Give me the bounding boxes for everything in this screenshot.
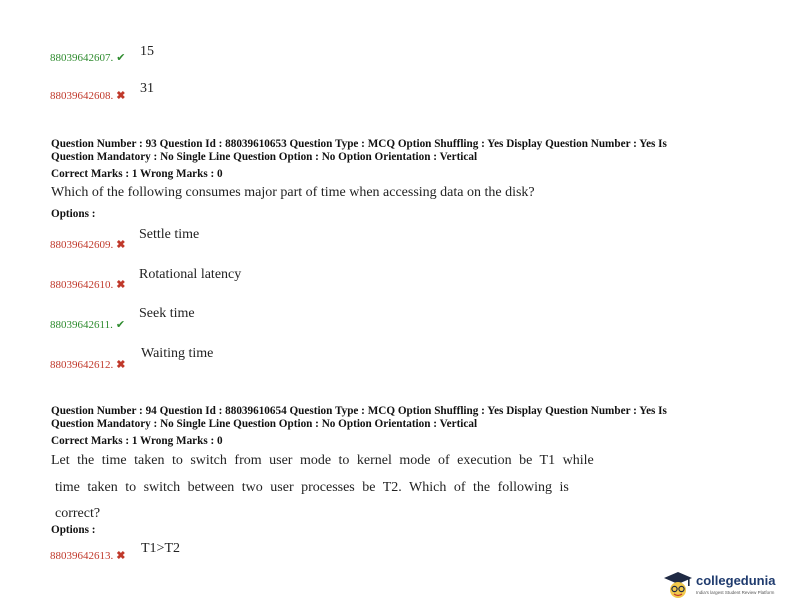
options-label: Options : [51, 208, 96, 220]
options-label: Options : [51, 524, 96, 536]
option-id: 88039642608. [50, 90, 114, 102]
question-text: Let the time taken to switch from user mode to kernel mode of execution be T1 while [51, 453, 594, 468]
option-row [50, 86, 125, 104]
option-text: Seek time [139, 306, 195, 321]
question-text: Which of the following consumes major part of time when accessing data on the disk? [51, 185, 535, 200]
graduate-logo-icon [662, 569, 694, 603]
watermark-logo [662, 569, 786, 605]
option-id: 88039642612. [50, 359, 114, 371]
option-row [50, 48, 125, 66]
cross-icon: ✖ [116, 550, 126, 562]
option-text: Waiting time [141, 346, 214, 361]
check-icon: ✔ [116, 52, 126, 64]
option-row [50, 235, 125, 253]
option-text: 15 [140, 44, 154, 59]
check-icon: ✔ [115, 319, 126, 331]
cross-icon: ✖ [116, 90, 126, 102]
question-text: time taken to switch between two user processes be T2. Which of the following is [55, 480, 569, 495]
option-row [50, 315, 125, 333]
option-text: 31 [140, 81, 154, 96]
option-row [50, 355, 125, 373]
question-text: correct? [55, 506, 101, 521]
option-id: 88039642611. [50, 319, 113, 331]
option-id: 88039642610. [50, 279, 114, 291]
cross-icon: ✖ [116, 359, 126, 371]
question-marks: Correct Marks : 1 Wrong Marks : 0 [51, 168, 223, 180]
option-text: Settle time [139, 227, 200, 242]
watermark-name: collegedunia [696, 573, 776, 588]
cross-icon: ✖ [116, 239, 126, 251]
question-meta: Question Mandatory : No Single Line Question Option : No Option Orientation : Vertical [51, 151, 478, 163]
option-id: 88039642613. [50, 550, 114, 562]
watermark-tagline: India's largest Student Review Platform [696, 590, 775, 595]
cross-icon: ✖ [116, 279, 126, 291]
question-marks: Correct Marks : 1 Wrong Marks : 0 [51, 435, 223, 447]
question-meta: Question Number : 93 Question Id : 88039610653 Question Type : MCQ Option Shuffling : Yes Display Question Number : Yes Is [51, 138, 667, 150]
option-id: 88039642609. [50, 239, 114, 251]
question-meta: Question Mandatory : No Single Line Question Option : No Option Orientation : Vertical [51, 418, 478, 430]
question-meta: Question Number : 94 Question Id : 88039610654 Question Type : MCQ Option Shuffling : Yes Display Question Number : Yes Is [51, 405, 667, 417]
option-id: 88039642607. [50, 52, 114, 64]
option-row [50, 546, 125, 564]
option-text: Rotational latency [139, 267, 242, 282]
option-row [50, 275, 125, 293]
option-text: T1>T2 [141, 541, 180, 556]
